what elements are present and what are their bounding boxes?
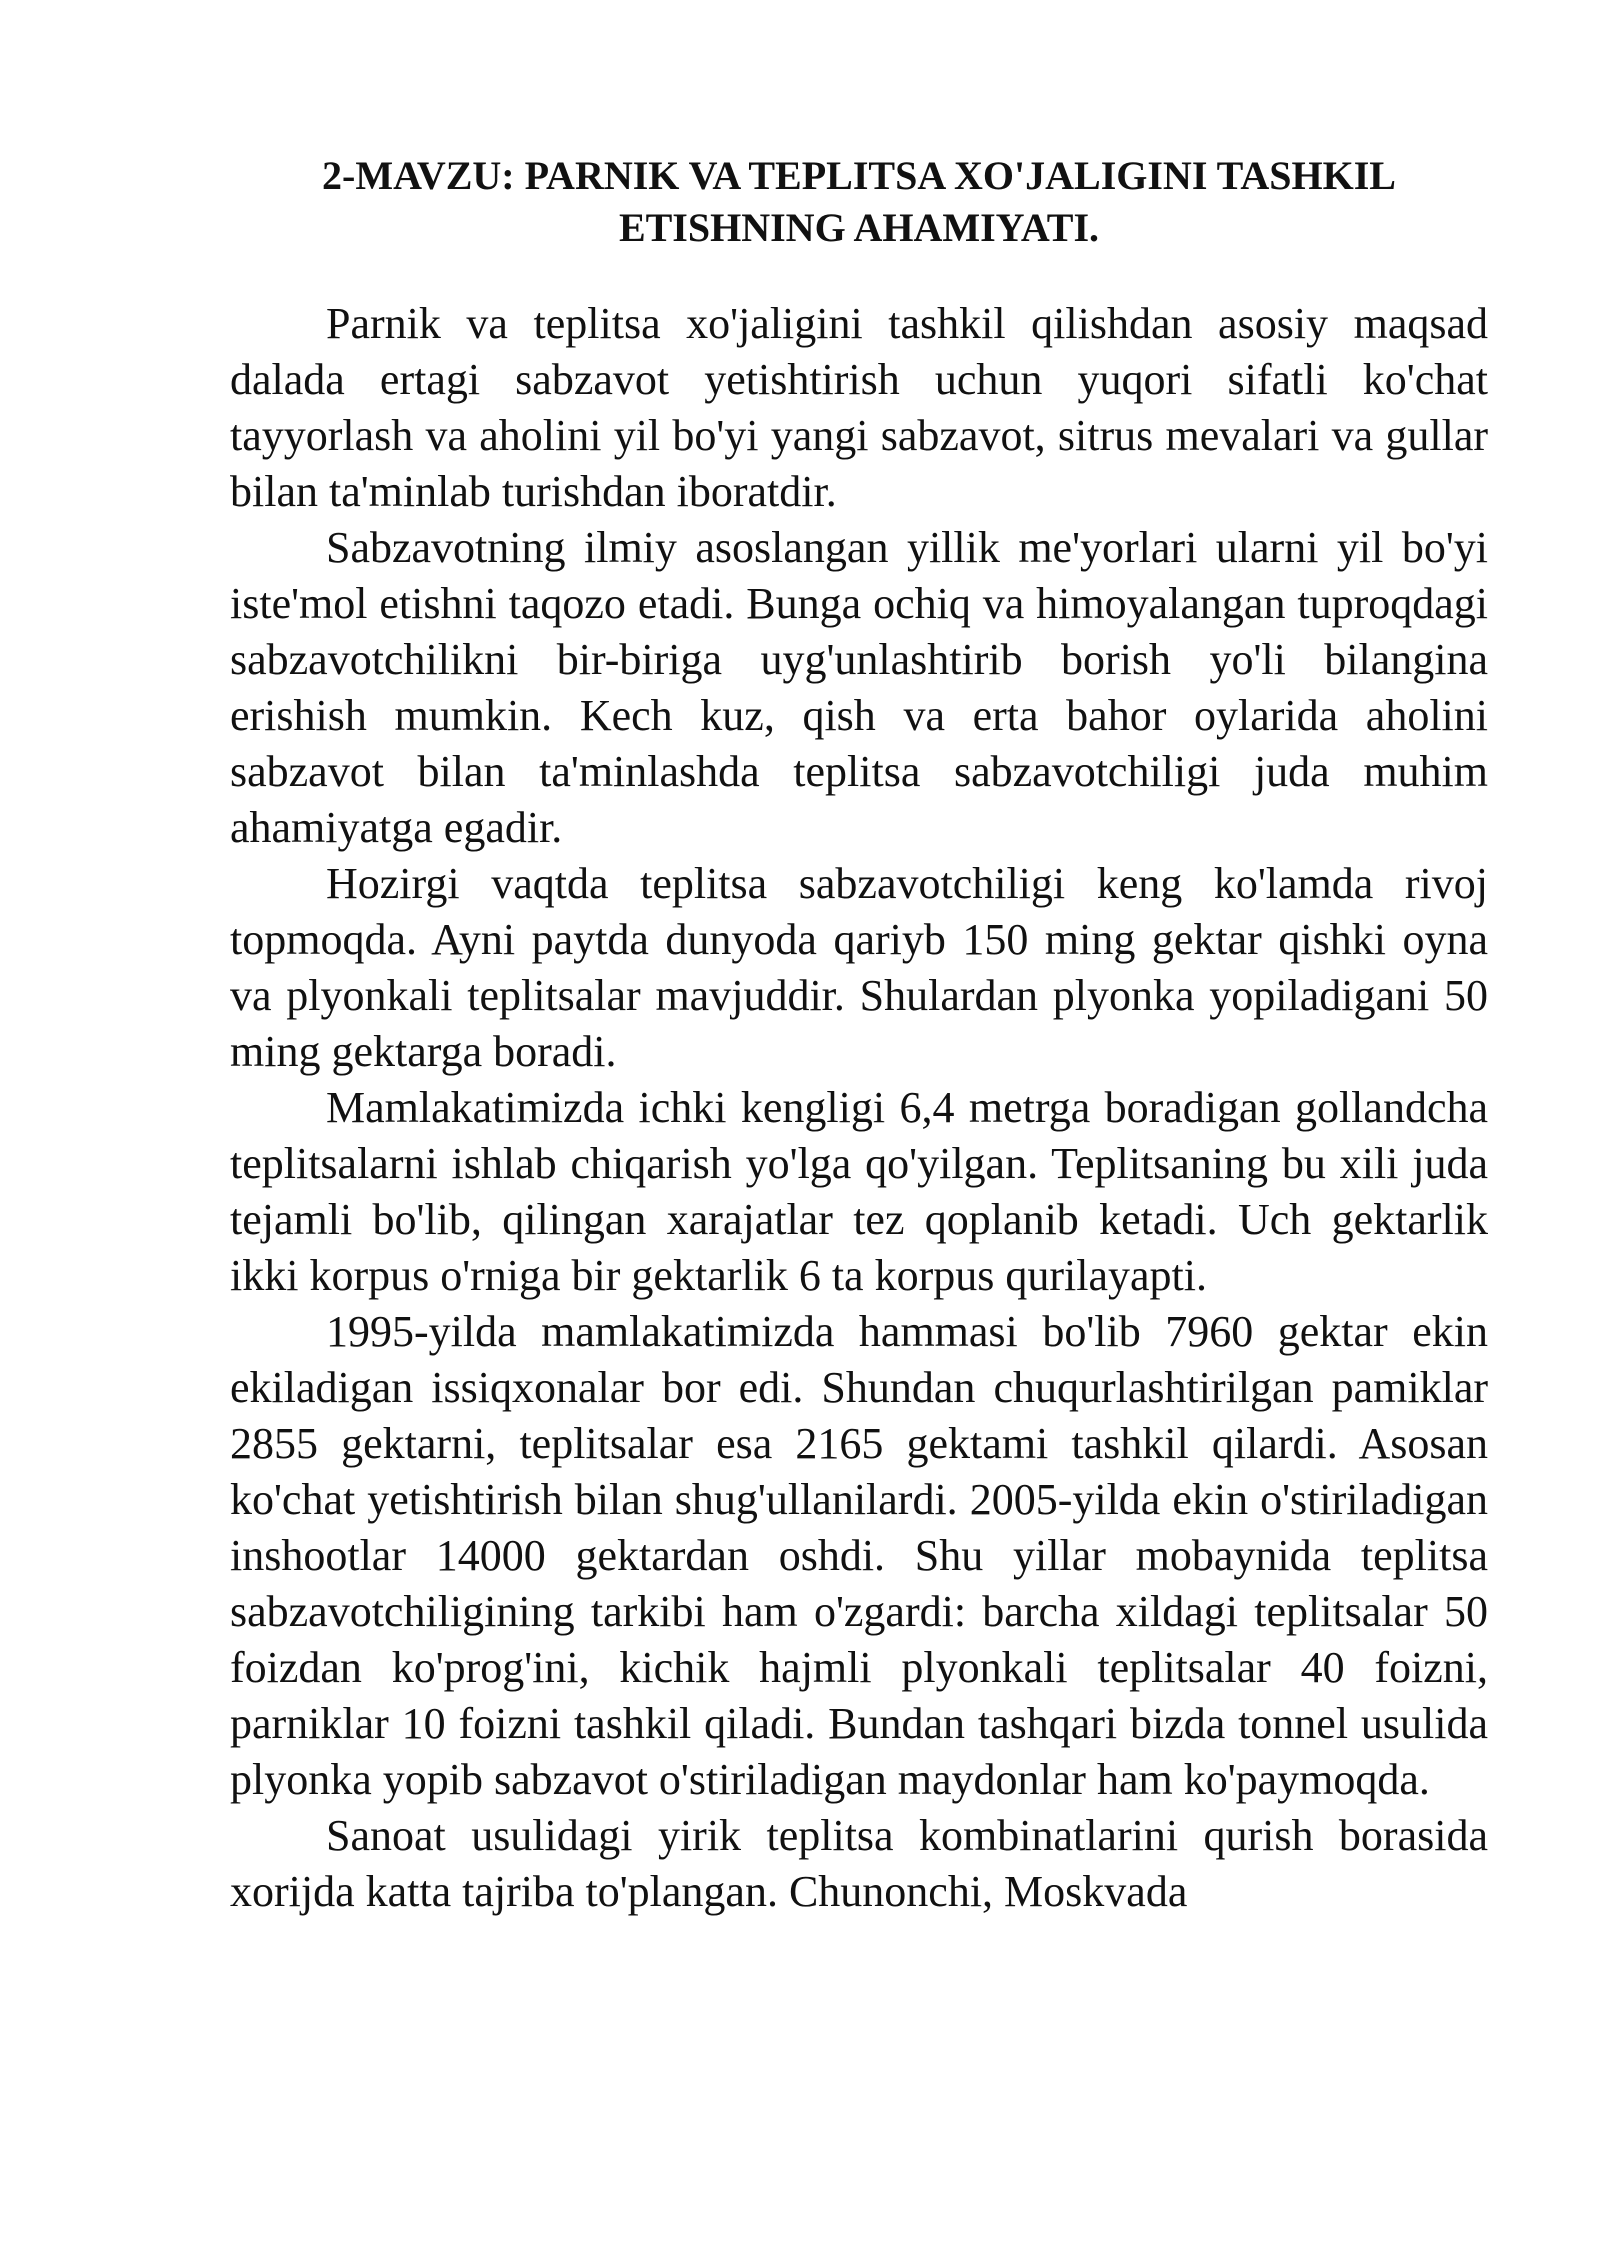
title-line-1: 2-MAVZU: PARNIK VA TEPLITSA XO'JALIGINI TASHKIL xyxy=(322,153,1396,198)
paragraph-1: Parnik va teplitsa xo'jaligini tashkil qilishdan asosiy maqsad dalada ertagi sabzavot yetishtirish uchun yuqori sifatli ko'chat tayyorlash va aholini yil bo'yi yangi sabzavot, sitrus mevalari va gullar bilan ta'minlab turishdan iboratdir. xyxy=(230,299,1488,516)
paragraph-2: Sabzavotning ilmiy asoslangan yillik me'yorlari ularni yil bo'yi iste'mol etishni taqozo etadi. Bunga ochiq va himoyalangan tuproqdagi sabzavotchilikni bir-biriga uyg'unlashtirib borish yo'li bilangina erishish mumkin. Kech kuz, qish va erta bahor oylarida aholini sabzavot bilan ta'minlashda teplitsa sabzavotchiligi juda muhim ahamiyatga egadir. xyxy=(230,523,1488,852)
paragraph-3: Hozirgi vaqtda teplitsa sabzavotchiligi keng ko'lamda rivoj topmoqda. Ayni paytda dunyoda qariyb 150 ming gektar qishki oyna va plyonkali teplitsalar mavjuddir. Shulardan plyonka yopiladigani 50 ming gektarga boradi. xyxy=(230,859,1488,1076)
paragraph-6: Sanoat usulidagi yirik teplitsa kombinatlarini qurish borasida xorijda katta tajriba to'plangan. Chunonchi, Moskvada xyxy=(230,1811,1488,1916)
document-body xyxy=(230,150,1488,1920)
paragraph-4: Mamlakatimizda ichki kengligi 6,4 metrga boradigan gollandcha teplitsalarni ishlab chiqarish yo'lga qo'yilgan. Teplitsaning bu xili juda tejamli bo'lib, qilingan xarajatlar tez qoplanib ketadi. Uch gektarlik ikki korpus o'rniga bir gektarlik 6 ta korpus qurilayapti. xyxy=(230,1083,1488,1300)
title-line-2: ETISHNING AHAMIYATI. xyxy=(618,205,1100,250)
paragraph-5: 1995-yilda mamlakatimizda hammasi bo'lib 7960 gektar ekin ekiladigan issiqxonalar bor edi. Shundan chuqurlashtirilgan pamiklar 2855 gektarni, teplitsalar esa 2165 gektami tashkil qilardi. Asosan ko'chat yetishtirish bilan shug'ullanilardi. 2005-yilda ekin o'stiriladigan inshootlar 14000 gektardan oshdi. Shu yillar mobaynida teplitsa sabzavotchiligining tarkibi ham o'zgardi: barcha xildagi teplitsalar 50 foizdan ko'prog'ini, kichik hajmli plyonkali teplitsalar 40 foizni, parniklar 10 foizni tashkil qiladi. Bundan tashqari bizda tonnel usulida plyonka yopib sabzavot o'stiriladigan maydonlar ham ko'paymoqda. xyxy=(230,1307,1488,1804)
page-title xyxy=(230,150,1488,254)
